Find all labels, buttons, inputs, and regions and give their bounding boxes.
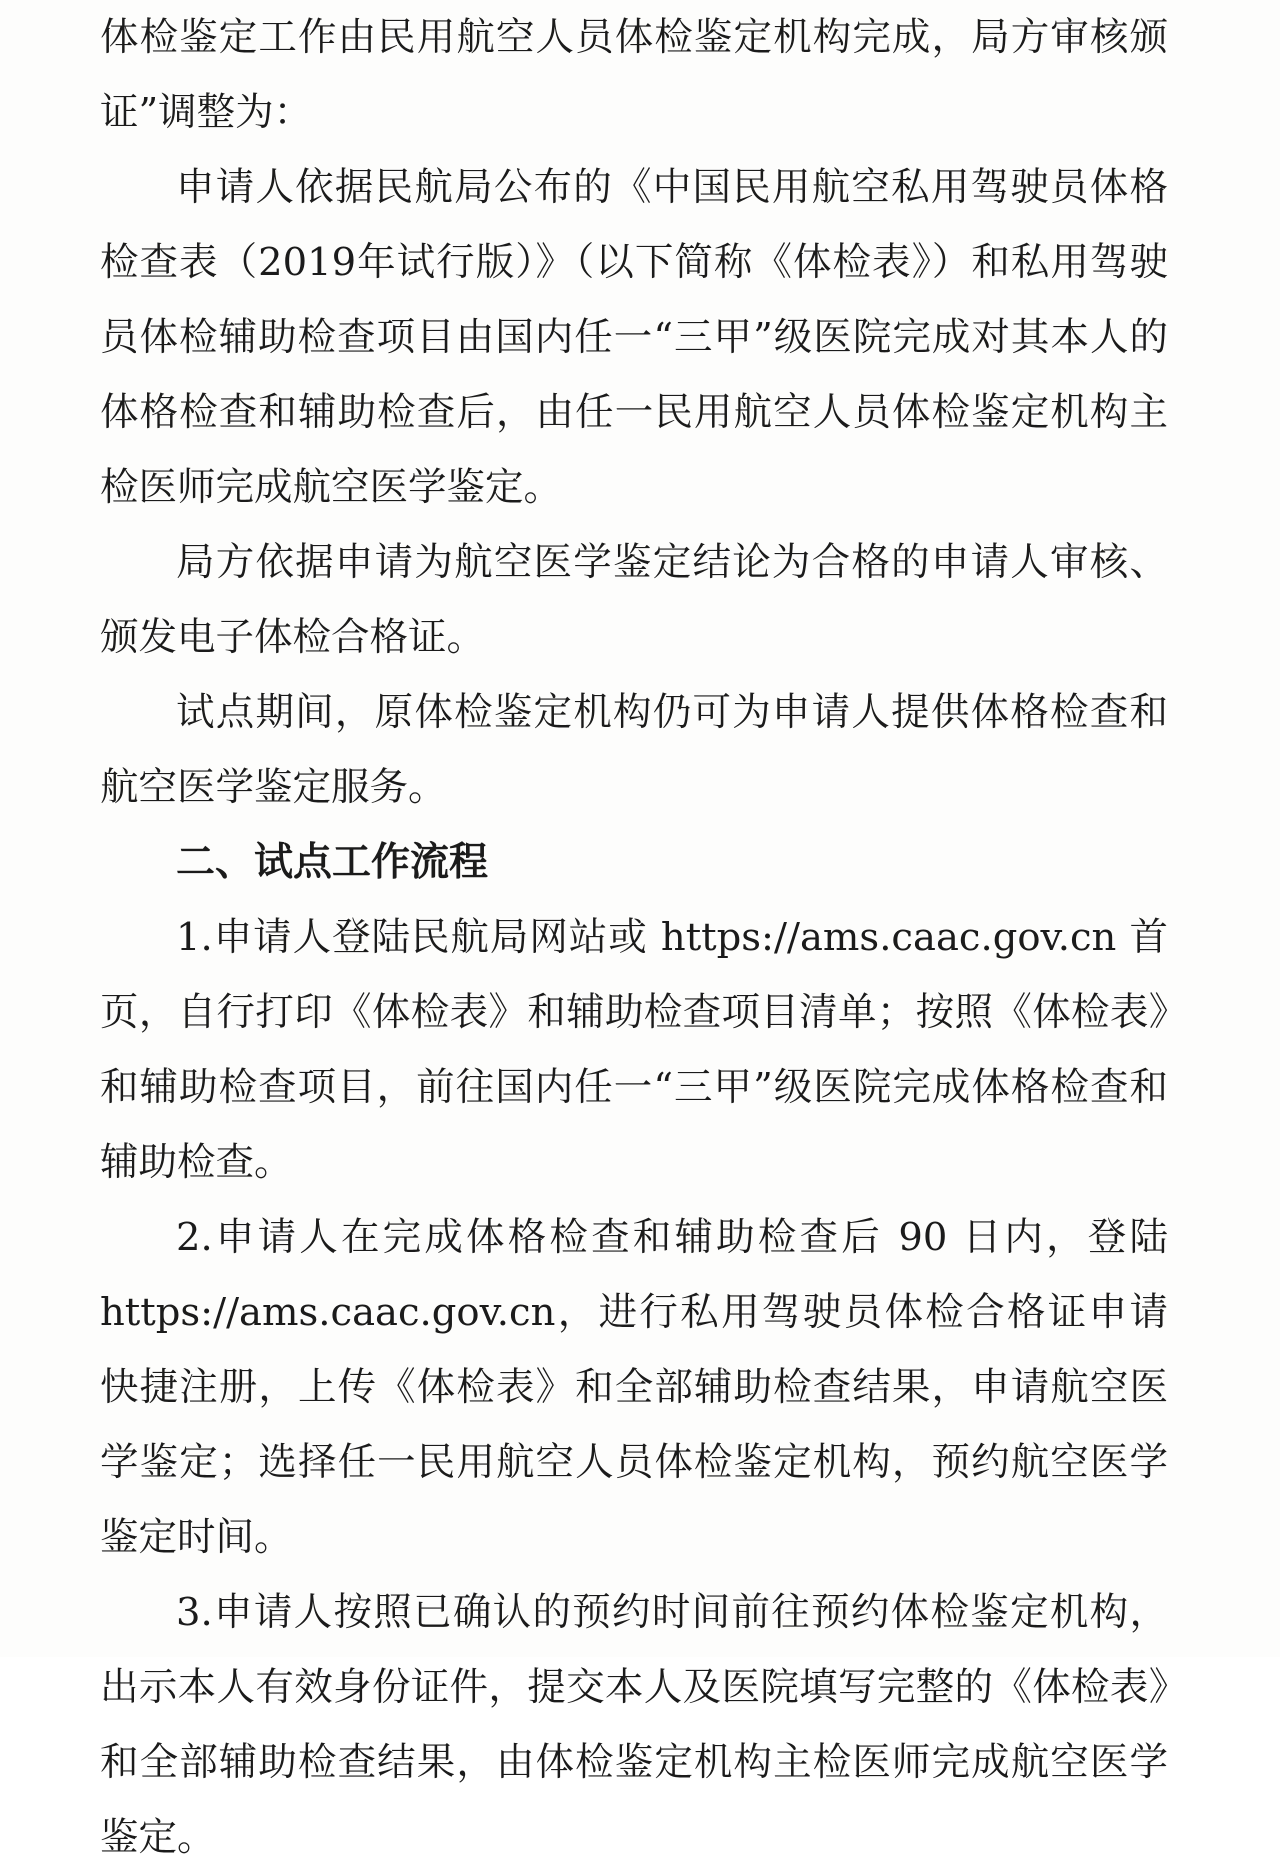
- paragraph-step-2: 2.申请人在完成体格检查和辅助检查后 90 日内，登陆 https://ams.caac.gov.cn，进行私用驾驶员体检合格证申请快捷注册，上传《体检表》和全部辅助检查结果，申请航空医学鉴定；选择任一民用航空人员体检鉴定机构，预约航空医学鉴定时间。: [100, 1215, 1168, 1560]
- paragraph-authority-review: 局方依据申请为航空医学鉴定结论为合格的申请人审核、颁发电子体检合格证。: [100, 540, 1168, 660]
- paragraph-continued: 体检鉴定工作由民用航空人员体检鉴定机构完成，局方审核颁证”调整为：: [100, 15, 1168, 135]
- paragraph-pilot-period: 试点期间，原体检鉴定机构仍可为申请人提供体格检查和航空医学鉴定服务。: [100, 690, 1168, 810]
- paragraph-applicant-basis: 申请人依据民航局公布的《中国民用航空私用驾驶员体格检查表（2019年试行版）》（以下简称《体检表》）和私用驾驶员体检辅助检查项目由国内任一“三甲”级医院完成对其本人的体格检查和辅助检查后，由任一民用航空人员体检鉴定机构主检医师完成航空医学鉴定。: [100, 165, 1168, 510]
- paragraph-step-1: 1.申请人登陆民航局网站或 https://ams.caac.gov.cn 首页，自行打印《体检表》和辅助检查项目清单；按照《体检表》和辅助检查项目，前往国内任一“三甲”级医院完成体格检查和辅助检查。: [100, 915, 1168, 1185]
- section-heading-workflow: 二、试点工作流程: [176, 840, 489, 885]
- paragraph-step-3: 3.申请人按照已确认的预约时间前往预约体检鉴定机构，出示本人有效身份证件，提交本人及医院填写完整的《体检表》和全部辅助检查结果，由体检鉴定机构主检医师完成航空医学鉴定。: [100, 1590, 1168, 1860]
- document-body: [100, 0, 1168, 1875]
